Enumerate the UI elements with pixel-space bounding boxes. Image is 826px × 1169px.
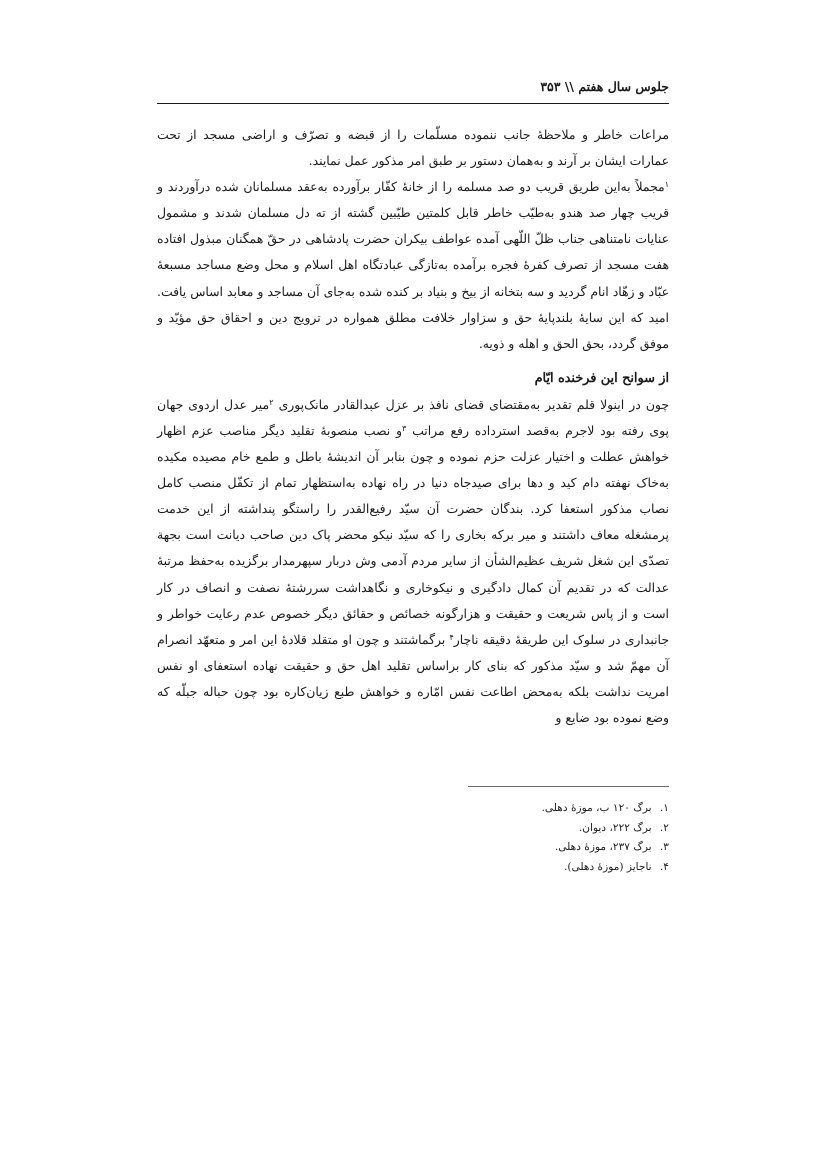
footnote-number: ۳. bbox=[659, 841, 669, 853]
footnote-number: ۱. bbox=[659, 802, 669, 814]
footnote-text: ناجایز (موزهٔ دهلی). bbox=[564, 860, 652, 873]
running-head: جلوس سال هفتم \\ ۳۵۳ bbox=[540, 79, 669, 94]
header-rule bbox=[157, 103, 669, 104]
footnotes bbox=[157, 799, 669, 877]
paragraph-2-text: مجملاً به‌این طریق قریب دو صد مسلمه را از خانهٔ کفّار برآورده به‌عقد مسلمانان شده درآوردند و قریب چهار صد هندو به‌طیّب خاطر قابل کلمتین طیّبین گشته از ته دل مسلمان شدند و مشمول عنایات نامتناهی جناب ظلّ اللّهی آمده عواطف بیکران حضرت پادشاهی در حقّ همگنان مبذول افتاده هفت مسجد از تصرف کفرهٔ فجره برآمده به‌تازگی عبادتگاه اهل اسلام و محل وضع مساجد مسبعهٔ عبّاد و زهّاد انام گردید و سه بتخانه از بیخ و بنیاد بر کنده شده به‌جای آن مساجد و معابد اساس یافت. امید که این سایهٔ بلندپایهٔ حق و سزاوار خلافت مطلق همواره در ترویج دین و احقاق حق مؤیّد و موفق گردد، بحق الحق و اهله و ذویه. bbox=[157, 179, 669, 351]
footnote-text: برگ ۲۳۷، موزهٔ دهلی. bbox=[554, 841, 652, 853]
footnote-ref-2[interactable]: ۲ bbox=[269, 397, 274, 407]
footnote-ref-3[interactable]: ۳ bbox=[401, 423, 407, 433]
section-heading: از سوانح این فرخنده ایّام bbox=[534, 370, 669, 386]
footnote-3 bbox=[157, 838, 669, 858]
footnote-2 bbox=[157, 819, 669, 839]
footnote-ref-4[interactable]: ۴ bbox=[449, 632, 454, 642]
footnote-ref-1[interactable]: ۱ bbox=[664, 180, 669, 190]
main-text bbox=[157, 122, 669, 731]
footnote-text: برگ ۱۲۰ ب، موزهٔ دهلی. bbox=[541, 802, 652, 814]
paragraph-2 bbox=[157, 174, 669, 357]
footnote-number: ۲. bbox=[659, 821, 669, 834]
paragraph-3-part-4: برگماشتند و چون او متقلد قلادهٔ این امر و متعهّد انصرام آن مهمّ شد و سیّد مذکور که بنای کار براساس تقلید اهل حق و حقیقت نهاده استعفای او نفس امریت نداشت بلکه به‌محض اطاعت نفس امّاره و خواهش طبع زیان‌کاره بود چون حباله جبلّه که وضع نموده بود ضایع و bbox=[157, 631, 669, 725]
footnote-1 bbox=[157, 799, 669, 819]
paragraph-3-part-1: چون در اینولا قلم تقدیر به‌مقتضای قضای نافذ بر عزل عبدالقادر مانک‌پوری bbox=[278, 396, 669, 412]
paragraph-3-part-2: میر عدل اردوی جهان پوی رفته بود لاجرم به‌قصد استرداده رفع مراتب bbox=[157, 396, 669, 438]
paragraph-3 bbox=[157, 392, 669, 731]
footnote-number: ۴. bbox=[659, 860, 669, 873]
paragraph-1: مراعات خاطر و ملاحظهٔ جانب ننموده مسلّمات را از قبضه و تصرّف و اراضی مسجد از تحت عمارات ایشان بر آرند و به‌همان دستور بر طبق امر مذکور عمل نمایند. bbox=[157, 127, 669, 169]
footnote-text: برگ ۲۲۲، دیوان. bbox=[578, 821, 652, 834]
footnote-4 bbox=[157, 858, 669, 878]
footnote-separator bbox=[468, 786, 669, 787]
paragraph-3-part-3: و نصب منصوبهٔ تقلید دیگر مناصب عزم اظهار خواهش عطلت و اختیار عزلت حزم نموده و چون بنابر آن اندیشهٔ باطل و طمع خام مصیده مکیده به‌خاک نهفته دام کید و دها برای صیدجاه دنیا در راه نهاده به‌استظهار تمام از تکفّل منصب کامل نصاب مذکور استعفا کرد. بندگان حضرت آن سیّد رفیع‌القدر را راستگو پنداشته از این خدمت پرمشغله معاف داشتند و میر برکه بخاری را که سیّد نیکو محضر پاک دین صاحب دیانت است بجهة تصدّی این شغل شریف عظیم‌الشأن از سایر مردم آدمی وش دربار سپهرمدار برگزیده به‌حفظ مرتبهٔ عدالت که در تقدیم آن کمال دادگیری و نیکوخاری و نگاهداشت سررشتهٔ نصفت و انصاف در کار است و از پاس شریعت و حقیقت و هزارگونه خصائص و حقائق دیگر خصوص عدم رعایت خواطر و جانبداری در سلوک این طریقهٔ دقیقه ناچار bbox=[157, 422, 669, 647]
